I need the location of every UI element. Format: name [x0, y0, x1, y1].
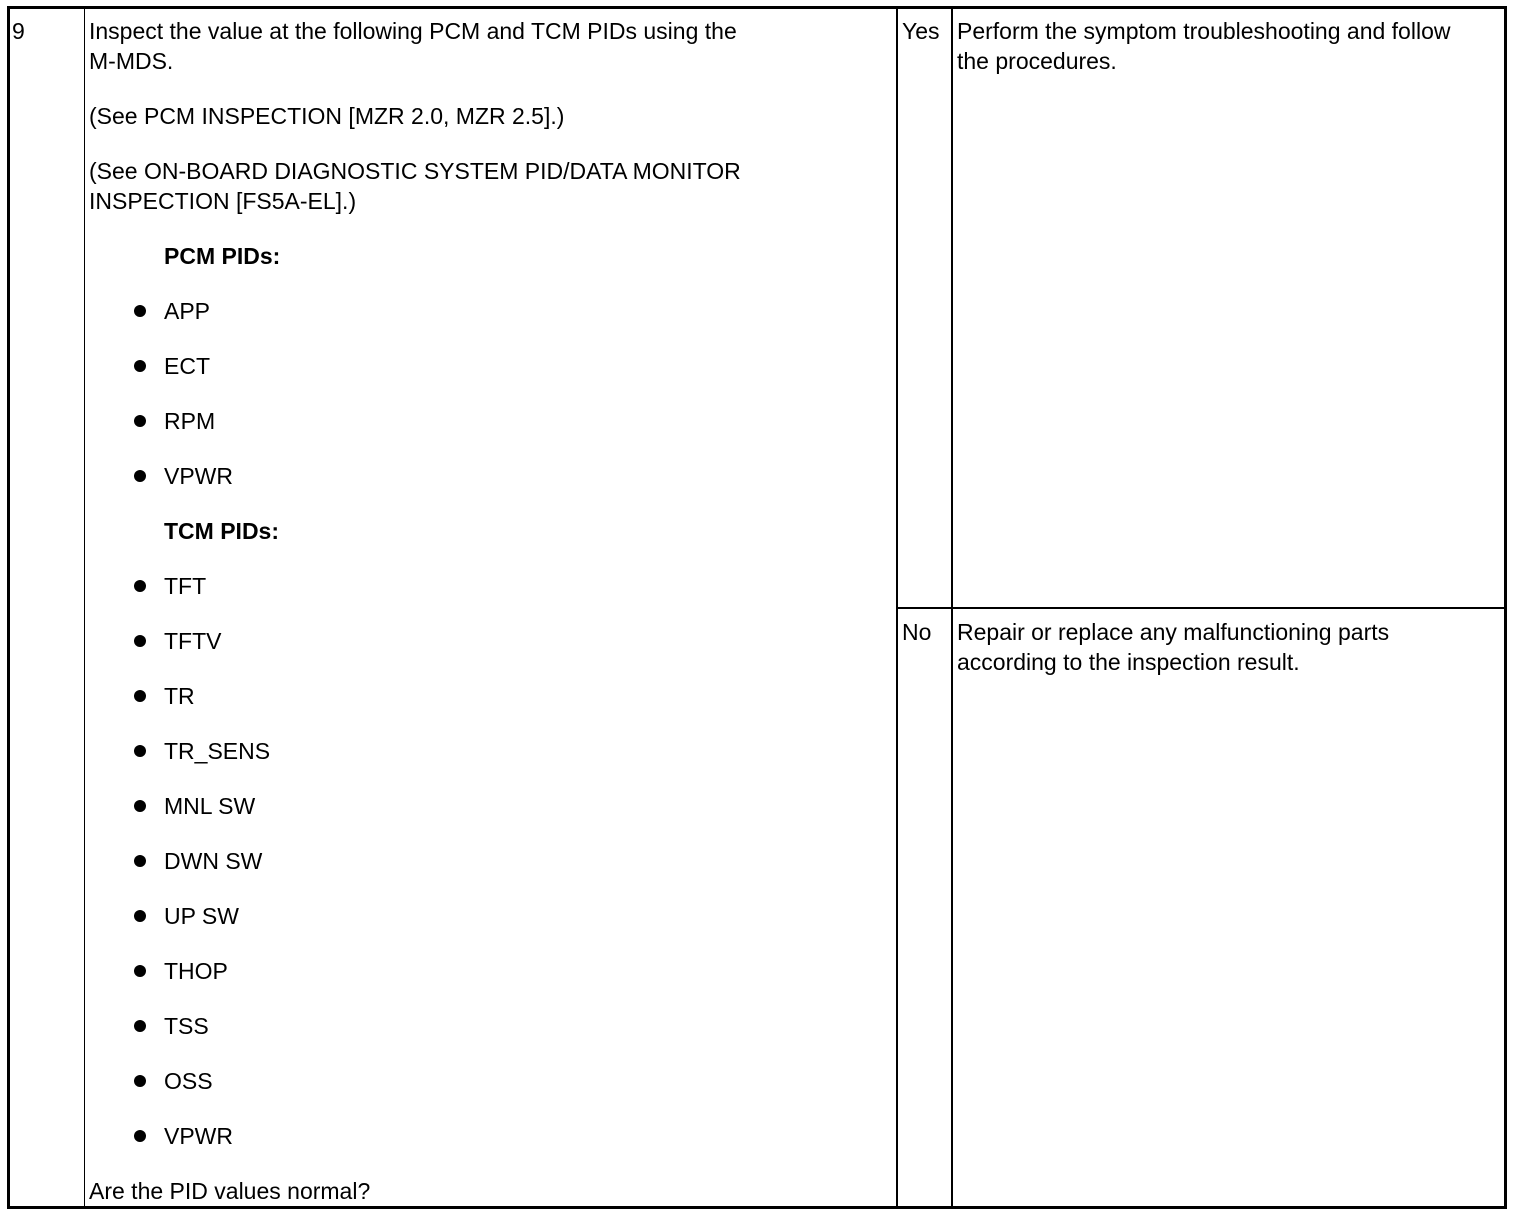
- obd-inspection-reference: [89, 156, 741, 216]
- bullet-icon: [134, 855, 146, 867]
- pid-label: VPWR: [164, 463, 233, 489]
- bullet-icon: [134, 965, 146, 977]
- row-divider-yes-no: [896, 607, 1504, 609]
- pid-label: OSS: [164, 1068, 213, 1094]
- inspection-instruction: [89, 16, 741, 76]
- step-number: 9: [12, 18, 25, 44]
- pcm-pid-item: [89, 296, 741, 326]
- reference-line-2: INSPECTION [FS5A-EL].): [89, 188, 357, 214]
- pid-label: THOP: [164, 958, 228, 984]
- yes-action-line-2: the procedures.: [957, 48, 1117, 74]
- tcm-pid-item: [89, 571, 741, 601]
- no-action-line-1: Repair or replace any malfunctioning parts: [957, 619, 1390, 645]
- pcm-inspection-reference: (See PCM INSPECTION [MZR 2.0, MZR 2.5].): [89, 103, 565, 129]
- bullet-icon: [134, 690, 146, 702]
- yes-action-line-1: Perform the symptom troubleshooting and follow: [957, 18, 1451, 44]
- bullet-icon: [134, 470, 146, 482]
- pid-label: UP SW: [164, 903, 239, 929]
- yes-action: [957, 16, 1450, 76]
- diagnostic-step-table: [7, 6, 1507, 1209]
- instruction-line-1: Inspect the value at the following PCM and TCM PIDs using the: [89, 18, 737, 44]
- pid-label: RPM: [164, 408, 216, 434]
- pid-label: DWN SW: [164, 848, 263, 874]
- bullet-icon: [134, 1075, 146, 1087]
- instruction-line-2: M-MDS.: [89, 48, 174, 74]
- column-divider-step: [84, 9, 85, 1206]
- tcm-pid-item: [89, 736, 741, 766]
- bullet-icon: [134, 1130, 146, 1142]
- pcm-pid-item: [89, 351, 741, 381]
- bullet-icon: [134, 745, 146, 757]
- answer-yes-label: Yes: [902, 18, 940, 44]
- tcm-pid-item: [89, 901, 741, 931]
- bullet-icon: [134, 415, 146, 427]
- pid-label: TR: [164, 683, 195, 709]
- tcm-pid-item: [89, 1011, 741, 1041]
- inspection-question: Are the PID values normal?: [89, 1178, 371, 1204]
- tcm-pid-item: [89, 1121, 741, 1151]
- tcm-pid-item: [89, 791, 741, 821]
- pid-label: APP: [164, 298, 211, 324]
- no-action: [957, 617, 1389, 677]
- bullet-icon: [134, 1020, 146, 1032]
- tcm-pid-item: [89, 846, 741, 876]
- pcm-pids-heading: PCM PIDs:: [164, 243, 281, 269]
- pid-label: TFTV: [164, 628, 222, 654]
- pcm-pid-item: [89, 406, 741, 436]
- bullet-icon: [134, 800, 146, 812]
- tcm-pid-item: [89, 1066, 741, 1096]
- no-action-line-2: according to the inspection result.: [957, 649, 1300, 675]
- pcm-pid-item: [89, 461, 741, 491]
- bullet-icon: [134, 635, 146, 647]
- pid-label: TFT: [164, 573, 207, 599]
- bullet-icon: [134, 360, 146, 372]
- bullet-icon: [134, 910, 146, 922]
- inspection-cell: [89, 16, 741, 1206]
- pid-label: TR_SENS: [164, 738, 271, 764]
- reference-line-1: (See ON-BOARD DIAGNOSTIC SYSTEM PID/DATA MONITOR: [89, 158, 741, 184]
- pid-label: VPWR: [164, 1123, 233, 1149]
- bullet-icon: [134, 305, 146, 317]
- pid-label: ECT: [164, 353, 210, 379]
- tcm-pids-heading: TCM PIDs:: [164, 518, 279, 544]
- pid-label: MNL SW: [164, 793, 256, 819]
- tcm-pid-item: [89, 626, 741, 656]
- tcm-pid-item: [89, 681, 741, 711]
- tcm-pid-item: [89, 956, 741, 986]
- answer-no-label: No: [902, 619, 932, 645]
- bullet-icon: [134, 580, 146, 592]
- pid-label: TSS: [164, 1013, 209, 1039]
